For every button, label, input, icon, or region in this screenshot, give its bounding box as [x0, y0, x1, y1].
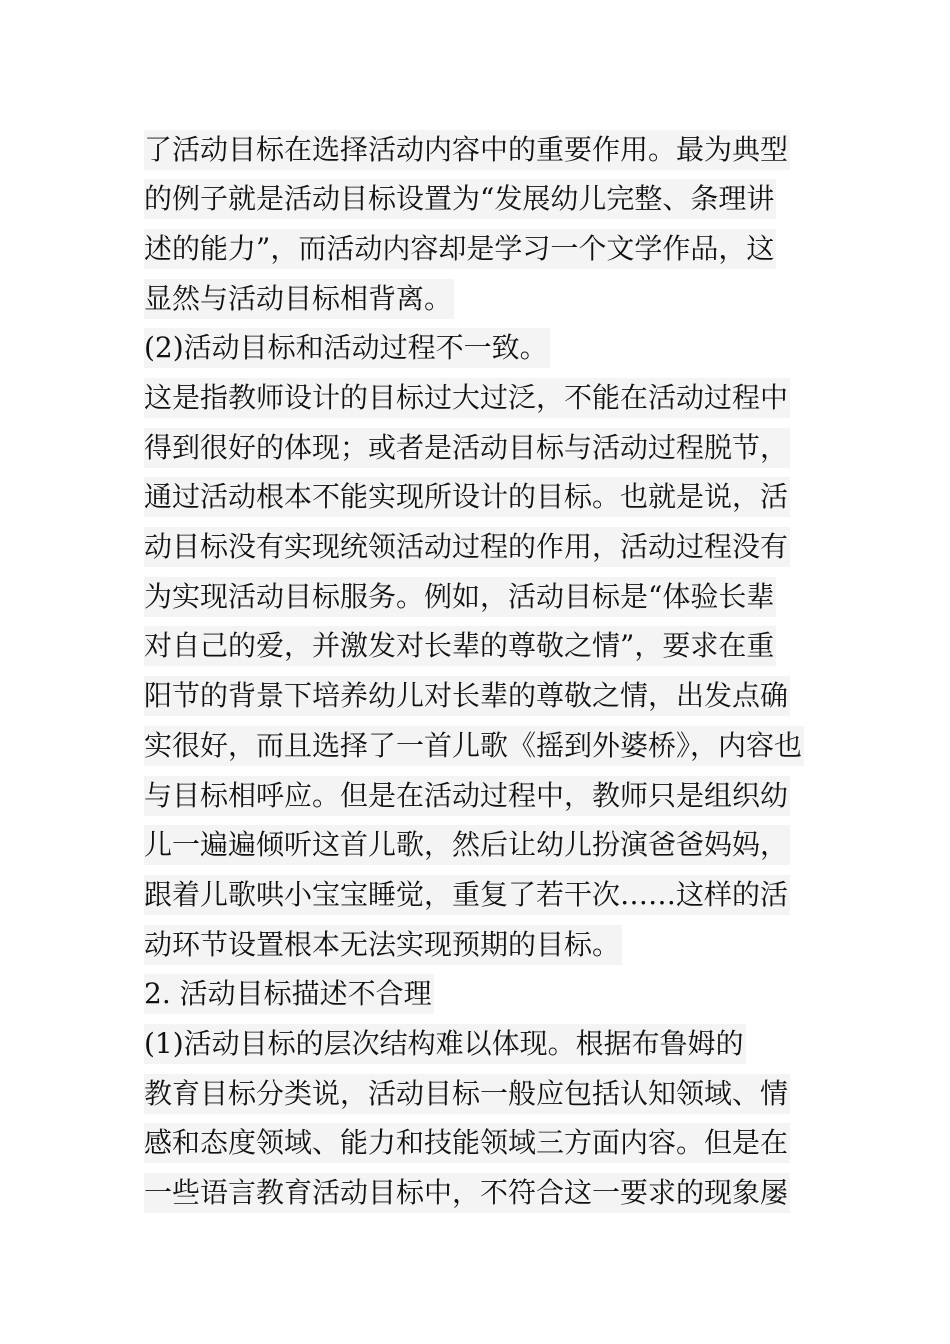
text-line: 与目标相呼应。但是在活动过程中，教师只是组织幼	[144, 776, 790, 816]
text-line: 动目标没有实现统领活动过程的作用，活动过程没有	[144, 527, 790, 567]
text-line: 教育目标分类说，活动目标一般应包括认知领域、情	[144, 1074, 790, 1114]
text-line: 感和态度领域、能力和技能领域三方面内容。但是在	[144, 1123, 790, 1163]
text-line: (1)活动目标的层次结构难以体现。根据布鲁姆的	[144, 1024, 746, 1064]
text-line: 得到很好的体现；或者是活动目标与活动过程脱节，	[144, 428, 790, 468]
text-line: 为实现活动目标服务。例如，活动目标是“体验长辈	[144, 577, 776, 617]
text-line: 动环节设置根本无法实现预期的目标。	[144, 925, 622, 965]
text-line: 这是指教师设计的目标过大过泛，不能在活动过程中	[144, 378, 790, 418]
text-line: 通过活动根本不能实现所设计的目标。也就是说，活	[144, 477, 790, 517]
text-line: 一些语言教育活动目标中，不符合这一要求的现象屡	[144, 1173, 790, 1213]
text-line: 的例子就是活动目标设置为“发展幼儿完整、条理讲	[144, 179, 776, 219]
text-line: 阳节的背景下培养幼儿对长辈的尊敬之情，出发点确	[144, 676, 790, 716]
text-line: 对自己的爱，并激发对长辈的尊敬之情”，要求在重	[144, 626, 776, 666]
text-line: (2)活动目标和活动过程不一致。	[144, 328, 550, 368]
text-line: 跟着儿歌哄小宝宝睡觉，重复了若干次……这样的活	[144, 875, 790, 915]
text-line: 述的能力”，而活动内容却是学习一个文学作品，这	[144, 229, 776, 269]
text-line: 2. 活动目标描述不合理	[144, 974, 434, 1014]
text-line: 显然与活动目标相背离。	[144, 279, 454, 319]
text-line: 了活动目标在选择活动内容中的重要作用。最为典型	[144, 130, 790, 170]
text-line: 儿一遍遍倾听这首儿歌，然后让幼儿扮演爸爸妈妈，	[144, 825, 790, 865]
text-line: 实很好，而且选择了一首儿歌《摇到外婆桥》，内容也	[144, 726, 804, 766]
